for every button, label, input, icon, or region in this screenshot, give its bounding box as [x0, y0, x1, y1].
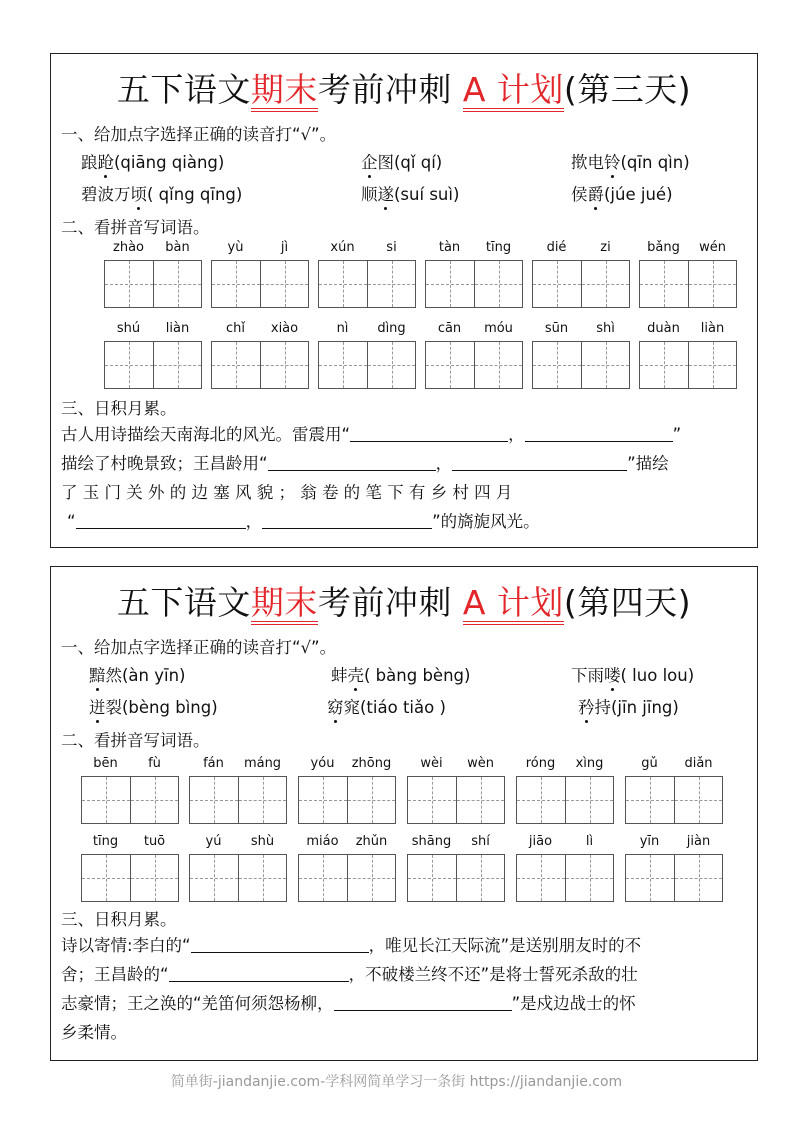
pronunciation-item[interactable]: 顺遂(suí suì)	[361, 185, 460, 204]
pinyin-word: wèi wèn	[407, 756, 505, 840]
pinyin-word: yóu zhōng	[298, 756, 396, 840]
writing-cells[interactable]	[425, 341, 523, 389]
answer-blank[interactable]	[76, 510, 246, 529]
writing-cells[interactable]	[81, 776, 179, 824]
answer-blank[interactable]	[525, 423, 673, 442]
answer-blank[interactable]	[268, 452, 436, 471]
answer-blank[interactable]	[334, 992, 512, 1011]
pronunciation-item[interactable]: 黯然(àn yīn)	[89, 666, 186, 685]
writing-cells[interactable]	[298, 854, 396, 902]
writing-cells[interactable]	[625, 854, 723, 902]
pronunciation-item[interactable]: 企图(qǐ qí)	[361, 153, 443, 172]
pinyin-word: gǔ diǎn	[625, 756, 723, 840]
section-heading-pinyin: 二、看拼音写词语。	[61, 731, 210, 750]
writing-cells[interactable]	[298, 776, 396, 824]
writing-cells[interactable]	[532, 341, 630, 389]
worksheet-title: 五下语文期末考前冲刺 A 计划(第四天)	[51, 581, 757, 625]
answer-blank[interactable]	[452, 452, 627, 471]
pinyin-word: cān móu	[425, 321, 523, 405]
answer-blank[interactable]	[262, 510, 432, 529]
writing-cells[interactable]	[81, 854, 179, 902]
section-heading-pinyin: 二、看拼音写词语。	[61, 218, 210, 237]
pinyin-word: yù jì	[211, 240, 309, 324]
pronunciation-item[interactable]: 踉跄(qiāng qiàng)	[81, 153, 225, 172]
pinyin-word: tīng tuō	[81, 834, 179, 918]
answer-blank[interactable]	[191, 934, 369, 953]
writing-cells[interactable]	[625, 776, 723, 824]
pronunciation-item[interactable]: 矜持(jīn jīng)	[578, 698, 679, 717]
writing-cells[interactable]	[516, 776, 614, 824]
writing-cells[interactable]	[425, 260, 523, 308]
pinyin-word: zhào bàn	[104, 240, 202, 324]
pinyin-word: bēn fù	[81, 756, 179, 840]
section-heading-accumulation: 三、日积月累。	[61, 910, 177, 929]
pinyin-word: duàn liàn	[639, 321, 737, 405]
poetry-paragraph: 古人用诗描绘天南海北的风光。雷震用“ ， ” 描绘了村晚景致；王昌龄用“ ， ”描绘 了 玉 门 关 外 的 边 塞 风 貌 ； 翁 卷 的 笔 下 有 乡 村 四 月 “ ， ”的旖旎风光。	[61, 425, 682, 531]
page-footer: 简单街-jiandanjie.com-学科网简单学习一条街 https://jiandanjie.com	[170, 1074, 623, 1090]
worksheet-day3	[50, 53, 758, 548]
pinyin-word: shāng shí	[407, 834, 505, 918]
writing-cells[interactable]	[189, 854, 287, 902]
pronunciation-item[interactable]: 碧波万顷( qǐng qīng)	[81, 185, 243, 204]
writing-cells[interactable]	[189, 776, 287, 824]
pinyin-word: chǐ xiào	[211, 321, 309, 405]
writing-cells[interactable]	[104, 341, 202, 389]
writing-cells[interactable]	[639, 341, 737, 389]
writing-cells[interactable]	[407, 776, 505, 824]
writing-cells[interactable]	[532, 260, 630, 308]
pronunciation-item[interactable]: 侯爵(júe jué)	[571, 185, 673, 204]
answer-blank[interactable]	[169, 963, 349, 982]
pinyin-word: miáo zhǔn	[298, 834, 396, 918]
pronunciation-item[interactable]: 迸裂(bèng bìng)	[89, 698, 218, 717]
writing-cells[interactable]	[211, 341, 309, 389]
section-heading-accumulation: 三、日积月累。	[61, 399, 177, 418]
pinyin-word: bǎng wén	[639, 240, 737, 324]
worksheet-title: 五下语文期末考前冲刺 A 计划(第三天)	[51, 68, 757, 112]
section-heading-pronunciation: 一、给加点字选择正确的读音打“√”。	[61, 125, 337, 144]
pinyin-word: yú shù	[189, 834, 287, 918]
pinyin-word: yīn jiàn	[625, 834, 723, 918]
pinyin-word: fán máng	[189, 756, 287, 840]
answer-blank[interactable]	[350, 423, 508, 442]
writing-cells[interactable]	[104, 260, 202, 308]
pinyin-word: tàn tīng	[425, 240, 523, 324]
pinyin-word: xún si	[318, 240, 416, 324]
writing-cells[interactable]	[407, 854, 505, 902]
pinyin-word: jiāo lì	[516, 834, 614, 918]
writing-cells[interactable]	[516, 854, 614, 902]
pinyin-word: róng xìng	[516, 756, 614, 840]
pronunciation-item[interactable]: 蚌壳( bàng bèng)	[331, 666, 471, 685]
pronunciation-item[interactable]: 下雨喽( luo lou)	[571, 666, 695, 685]
pinyin-word: nì dìng	[318, 321, 416, 405]
poetry-paragraph: 诗以寄情:李白的“ ，唯见长江天际流”是送别朋友时的不 舍；王昌龄的“ ，不破楼兰终不还”是将士誓死杀敌的壮 志豪情；王之涣的“羌笛何须怨杨柳， ”是戍边战士的怀 乡柔情。	[61, 936, 642, 1042]
writing-cells[interactable]	[639, 260, 737, 308]
pronunciation-item[interactable]: 窈窕(tiáo tiǎo )	[327, 698, 446, 717]
pinyin-word: sūn shì	[532, 321, 630, 405]
writing-cells[interactable]	[318, 341, 416, 389]
worksheet-day4	[50, 566, 758, 1061]
pinyin-word: shú liàn	[104, 321, 202, 405]
section-heading-pronunciation: 一、给加点字选择正确的读音打“√”。	[61, 638, 337, 657]
pinyin-word: dié zi	[532, 240, 630, 324]
pronunciation-item[interactable]: 揿电铃(qīn qìn)	[571, 153, 690, 172]
writing-cells[interactable]	[318, 260, 416, 308]
writing-cells[interactable]	[211, 260, 309, 308]
